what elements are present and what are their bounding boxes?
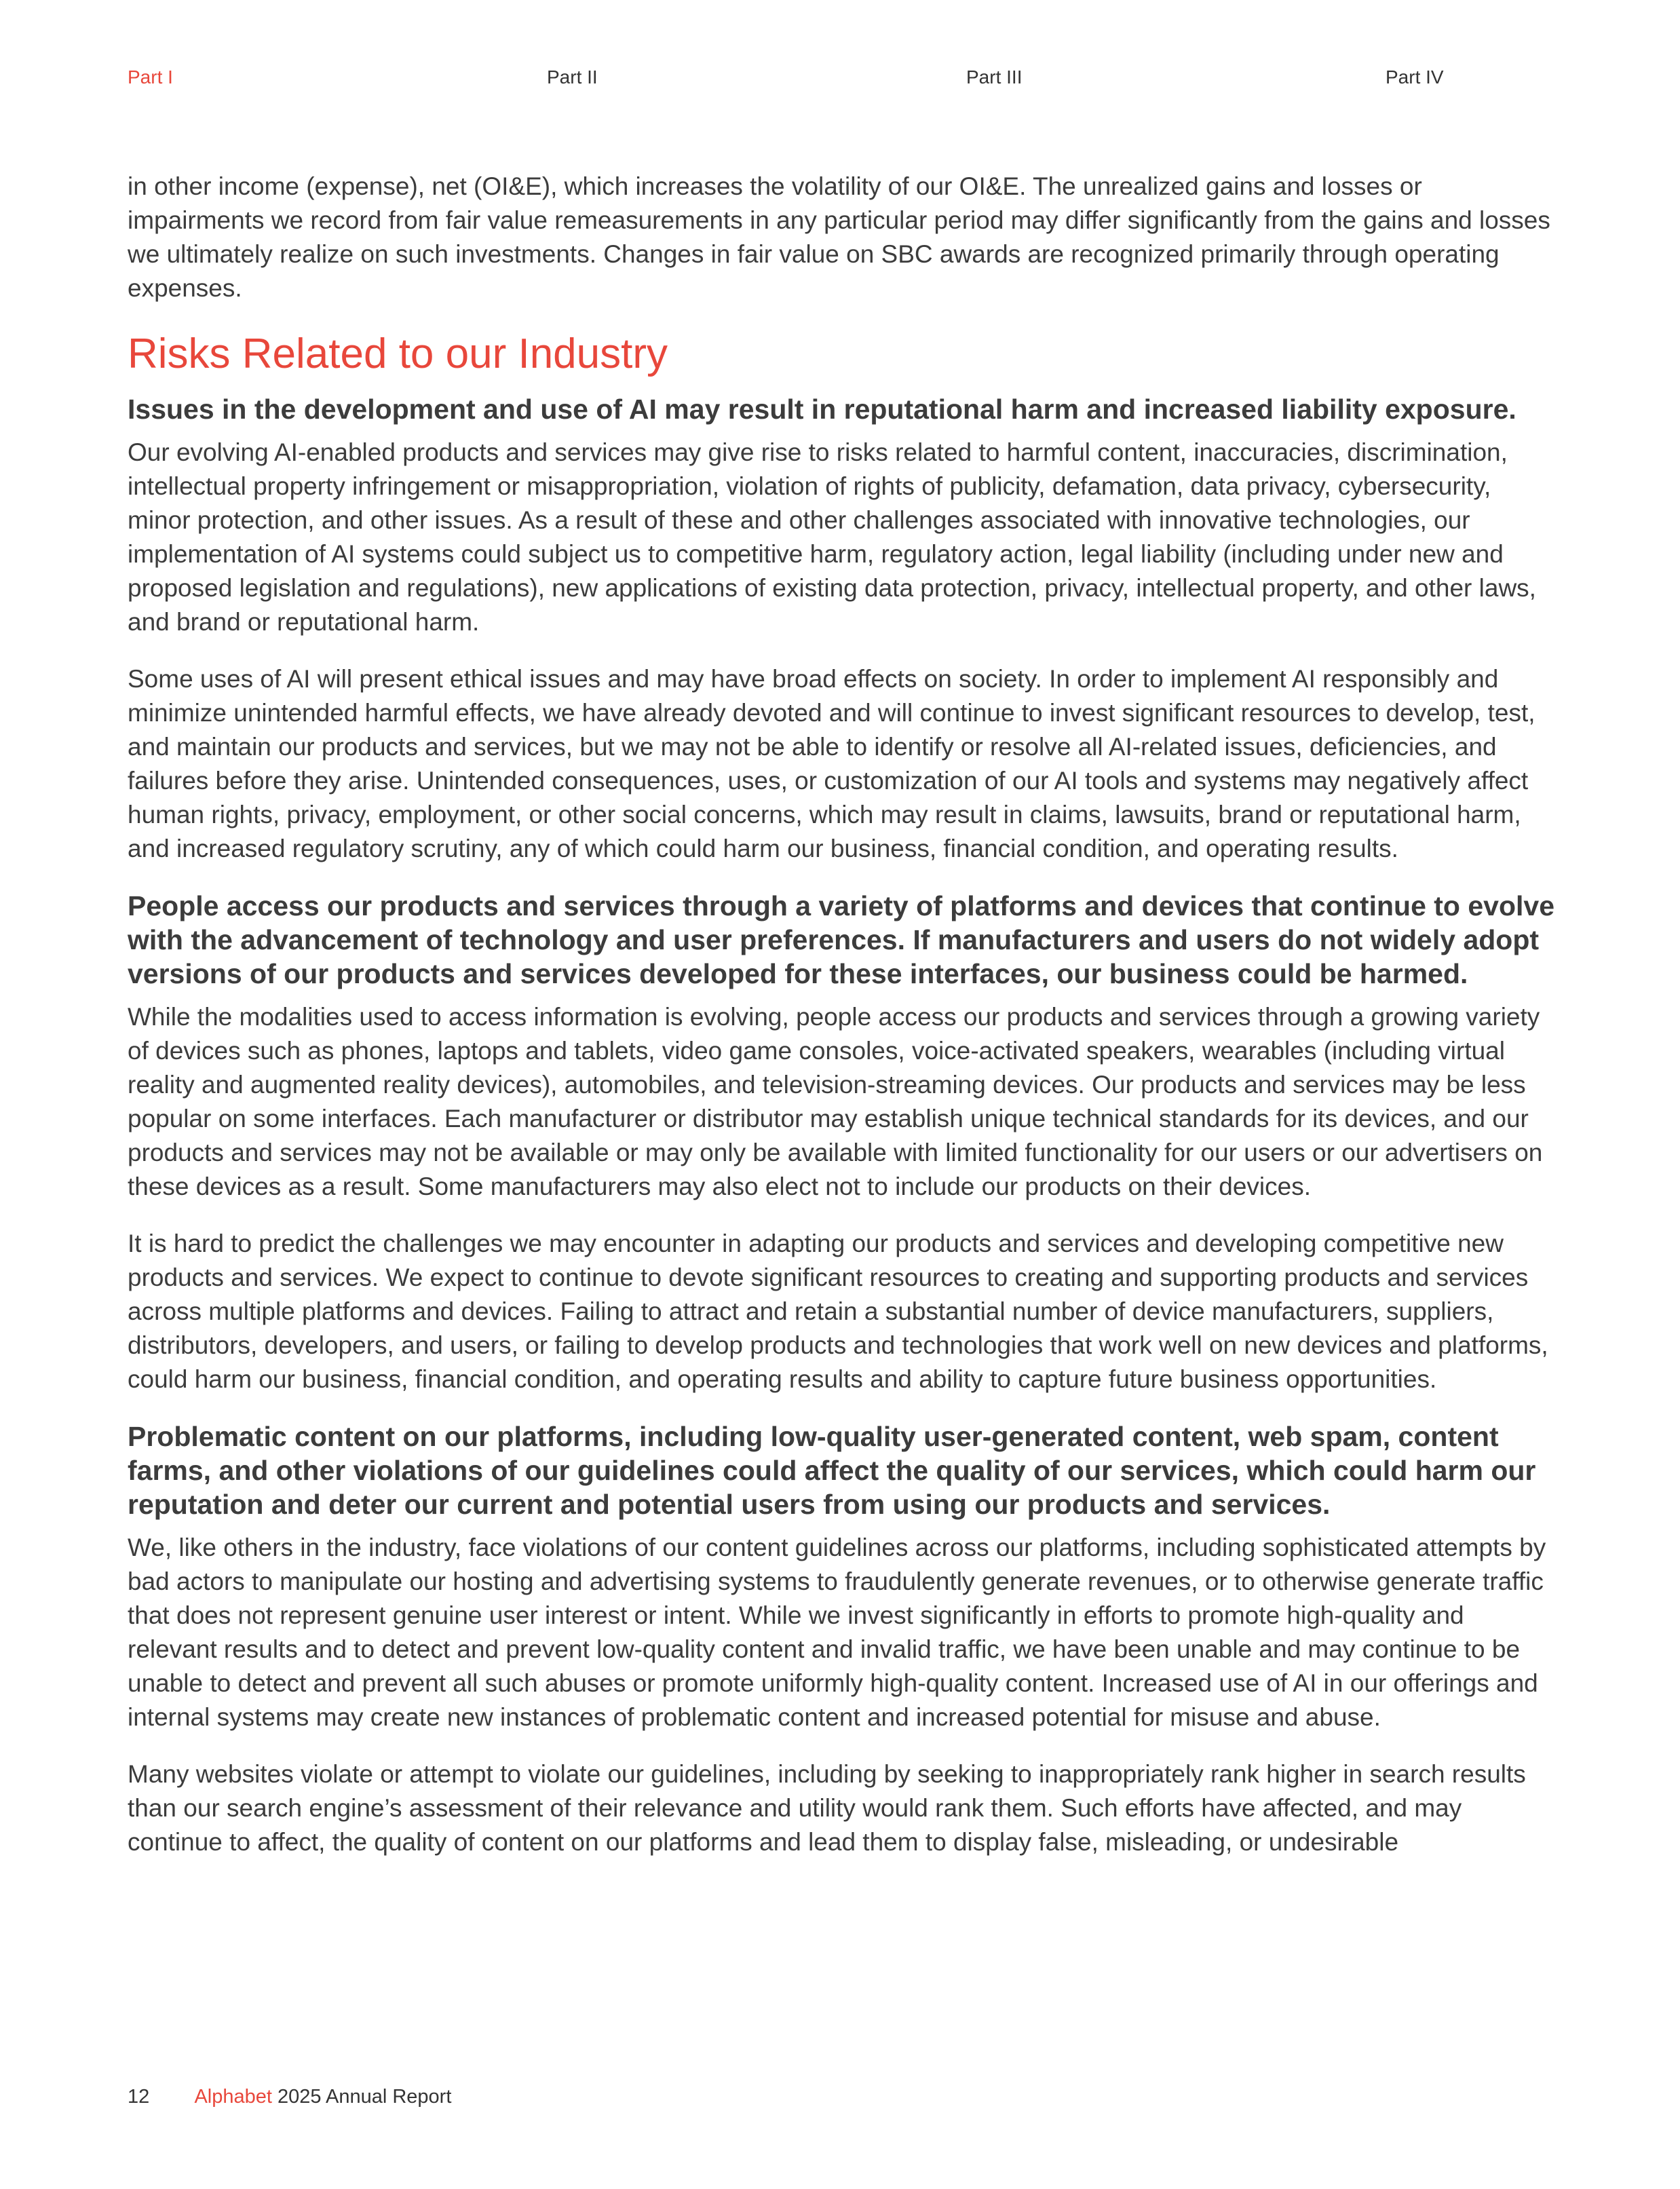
- risk-content-paragraph-1: We, like others in the industry, face violations of our content guidelines across our platforms, including sophisticated attempts by bad actors to manipulate our hosting and advertising systems to fraudulently generate revenues, or to otherwise generate traffic that does not represent genuine user interest or intent. While we invest significantly in efforts to promote high-quality and relevant results and to detect and prevent low-quality content and invalid traffic, we have been unable and may continue to be unable to detect and prevent all such abuses or promote uniformly high-quality content. Increased use of AI in our offerings and internal systems may create new instances of problematic content and increased potential for misuse and abuse.: [128, 1534, 1546, 1731]
- page-number: 12: [128, 2086, 150, 2108]
- nav-link-part-iii[interactable]: Part III: [966, 66, 1023, 88]
- risk-heading-ai: Issues in the development and use of AI may result in reputational harm and increased liability exposure.: [128, 394, 1516, 425]
- risk-ai-paragraph-1: Our evolving AI-enabled products and services may give rise to risks related to harmful content, inaccuracies, discrimination, intellectual property infringement or misappropriation, violation of rights of publicity, defamation, data privacy, cybersecurity, minor protection, and other issues. As a result of these and other challenges associated with innovative technologies, our implementation of AI systems could subject us to competitive harm, regulatory action, legal liability (including under new and proposed legislation and regulations), new applications of existing data protection, privacy, intellectual property, and other laws, and brand or reputational harm.: [128, 438, 1536, 636]
- nav-link-part-i[interactable]: Part I: [128, 66, 173, 88]
- intro-paragraph: in other income (expense), net (OI&E), which increases the volatility of our OI&E. The unrealized gains and losses or impairments we record from fair value remeasurements in any particular period may differ significantly from the gains and losses we ultimately realize on such investments. Changes in fair value on SBC awards are recognized primarily through operating expenses.: [128, 172, 1550, 302]
- risk-content-paragraph-2: Many websites violate or attempt to violate our guidelines, including by seeking to inappropriately rank higher in search results than our search engine’s assessment of their relevance and utility would rank them. Such efforts have affected, and may continue to affect, the quality of content on our platforms and lead them to display false, misleading, or undesirable: [128, 1760, 1526, 1856]
- risk-platforms-paragraph-2: It is hard to predict the challenges we may encounter in adapting our products and services and developing competitive new products and services. We expect to continue to devote significant resources to creating and supporting products and services across multiple platforms and devices. Failing to attract and retain a substantial number of device manufacturers, suppliers, distributors, developers, and users, or failing to develop products and technologies that work well on new devices and platforms, could harm our business, financial condition, and operating results and ability to capture future business opportunities.: [128, 1230, 1548, 1393]
- section-title: Risks Related to our Industry: [128, 330, 668, 377]
- brand-name: Alphabet: [194, 2086, 272, 2108]
- report-title: 2025 Annual Report: [278, 2086, 452, 2108]
- part-navigation: [128, 65, 1539, 92]
- risk-platforms-paragraph-1: While the modalities used to access information is evolving, people access our products and services through a growing variety of devices such as phones, laptops and tablets, video game consoles, voice-activated speakers, wearables (including virtual reality and augmented reality devices), automobiles, and television-streaming devices. Our products and services may be less popular on some interfaces. Each manufacturer or distributor may establish unique technical standards for its devices, and our products and services may not be available or may only be available with limited functionality for our users or our advertisers on these devices as a result. Some manufacturers may also elect not to include our products on their devices.: [128, 1003, 1543, 1200]
- risk-heading-content: Problematic content on our platforms, including low-quality user-generated content, web spam, content farms, and other violations of our guidelines could affect the quality of our services, which could harm our reputation and deter our current and potential users from using our products and services.: [128, 1421, 1536, 1520]
- risk-ai-paragraph-2: Some uses of AI will present ethical issues and may have broad effects on society. In order to implement AI responsibly and minimize unintended harmful effects, we have already devoted and will continue to invest significant resources to develop, test, and maintain our products and services, but we may not be able to identify or resolve all AI-related issues, deficiencies, and failures before they arise. Unintended consequences, uses, or customization of our AI tools and systems may negatively affect human rights, privacy, employment, or other social concerns, which may result in claims, lawsuits, brand or reputational harm, and increased regulatory scrutiny, any of which could harm our business, financial condition, and operating results.: [128, 665, 1535, 862]
- risk-heading-platforms: People access our products and services through a variety of platforms and devices that continue to evolve with the advancement of technology and user preferences. If manufacturers and users do not widely adopt versions of our products and services developed for these interfaces, our business could be harmed.: [128, 890, 1554, 989]
- nav-link-part-ii[interactable]: Part II: [547, 66, 598, 88]
- page-footer: [128, 2085, 451, 2109]
- page-content: [128, 170, 1559, 1882]
- nav-link-part-iv[interactable]: Part IV: [1386, 66, 1444, 88]
